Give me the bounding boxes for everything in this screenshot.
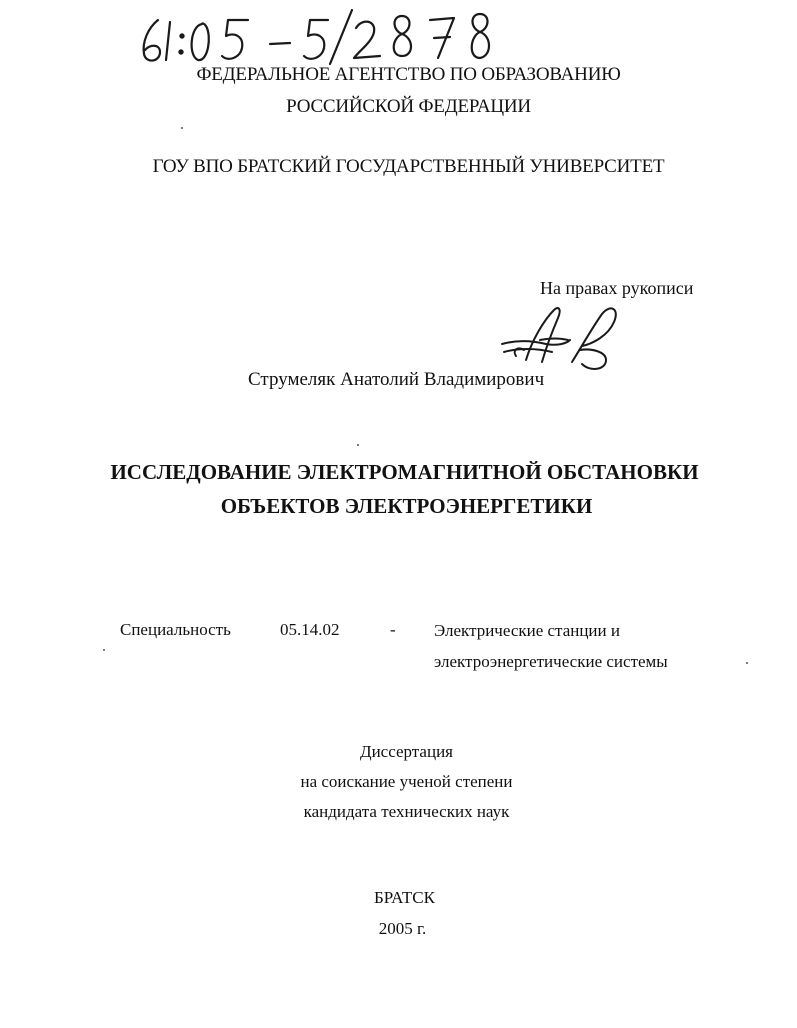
- specialty-code: 05.14.02: [280, 620, 340, 639]
- specialty-dash: -: [390, 620, 396, 639]
- scan-speck: [746, 662, 748, 664]
- agency-line-2: РОССИЙСКОЙ ФЕДЕРАЦИИ: [286, 96, 531, 117]
- handwritten-archive-code: [130, 6, 510, 68]
- agency-line-1: ФЕДЕРАЛЬНОЕ АГЕНТСТВО ПО ОБРАЗОВАНИЮ: [196, 64, 621, 85]
- rights-note: На правах рукописи: [540, 278, 694, 298]
- dissertation-title-line-2: ОБЪЕКТОВ ЭЛЕКТРОЭНЕРГЕТИКИ: [220, 494, 593, 518]
- degree-name: кандидата технических наук: [303, 802, 510, 821]
- year: 2005 г.: [378, 919, 427, 938]
- specialty-label: Специальность: [120, 620, 231, 639]
- degree-purpose: на соискание ученой степени: [300, 772, 513, 791]
- scan-speck: [103, 649, 105, 651]
- city-name: БРАТСК: [374, 888, 435, 907]
- university-name: ГОУ ВПО БРАТСКИЙ ГОСУДАРСТВЕННЫЙ УНИВЕРСИТЕТ: [152, 156, 665, 177]
- dissertation-title-line-1: ИССЛЕДОВАНИЕ ЭЛЕКТРОМАГНИТНОЙ ОБСТАНОВКИ: [110, 460, 699, 484]
- scan-speck: [357, 444, 359, 446]
- author-name: Струмеляк Анатолий Владимирович: [248, 369, 545, 390]
- dissertation-label: Диссертация: [359, 742, 453, 761]
- specialty-description-line-2: электроэнергетические системы: [434, 652, 668, 671]
- scan-speck: [181, 127, 183, 129]
- specialty-description-line-1: Электрические станции и: [434, 621, 620, 640]
- author-signature: [496, 300, 626, 378]
